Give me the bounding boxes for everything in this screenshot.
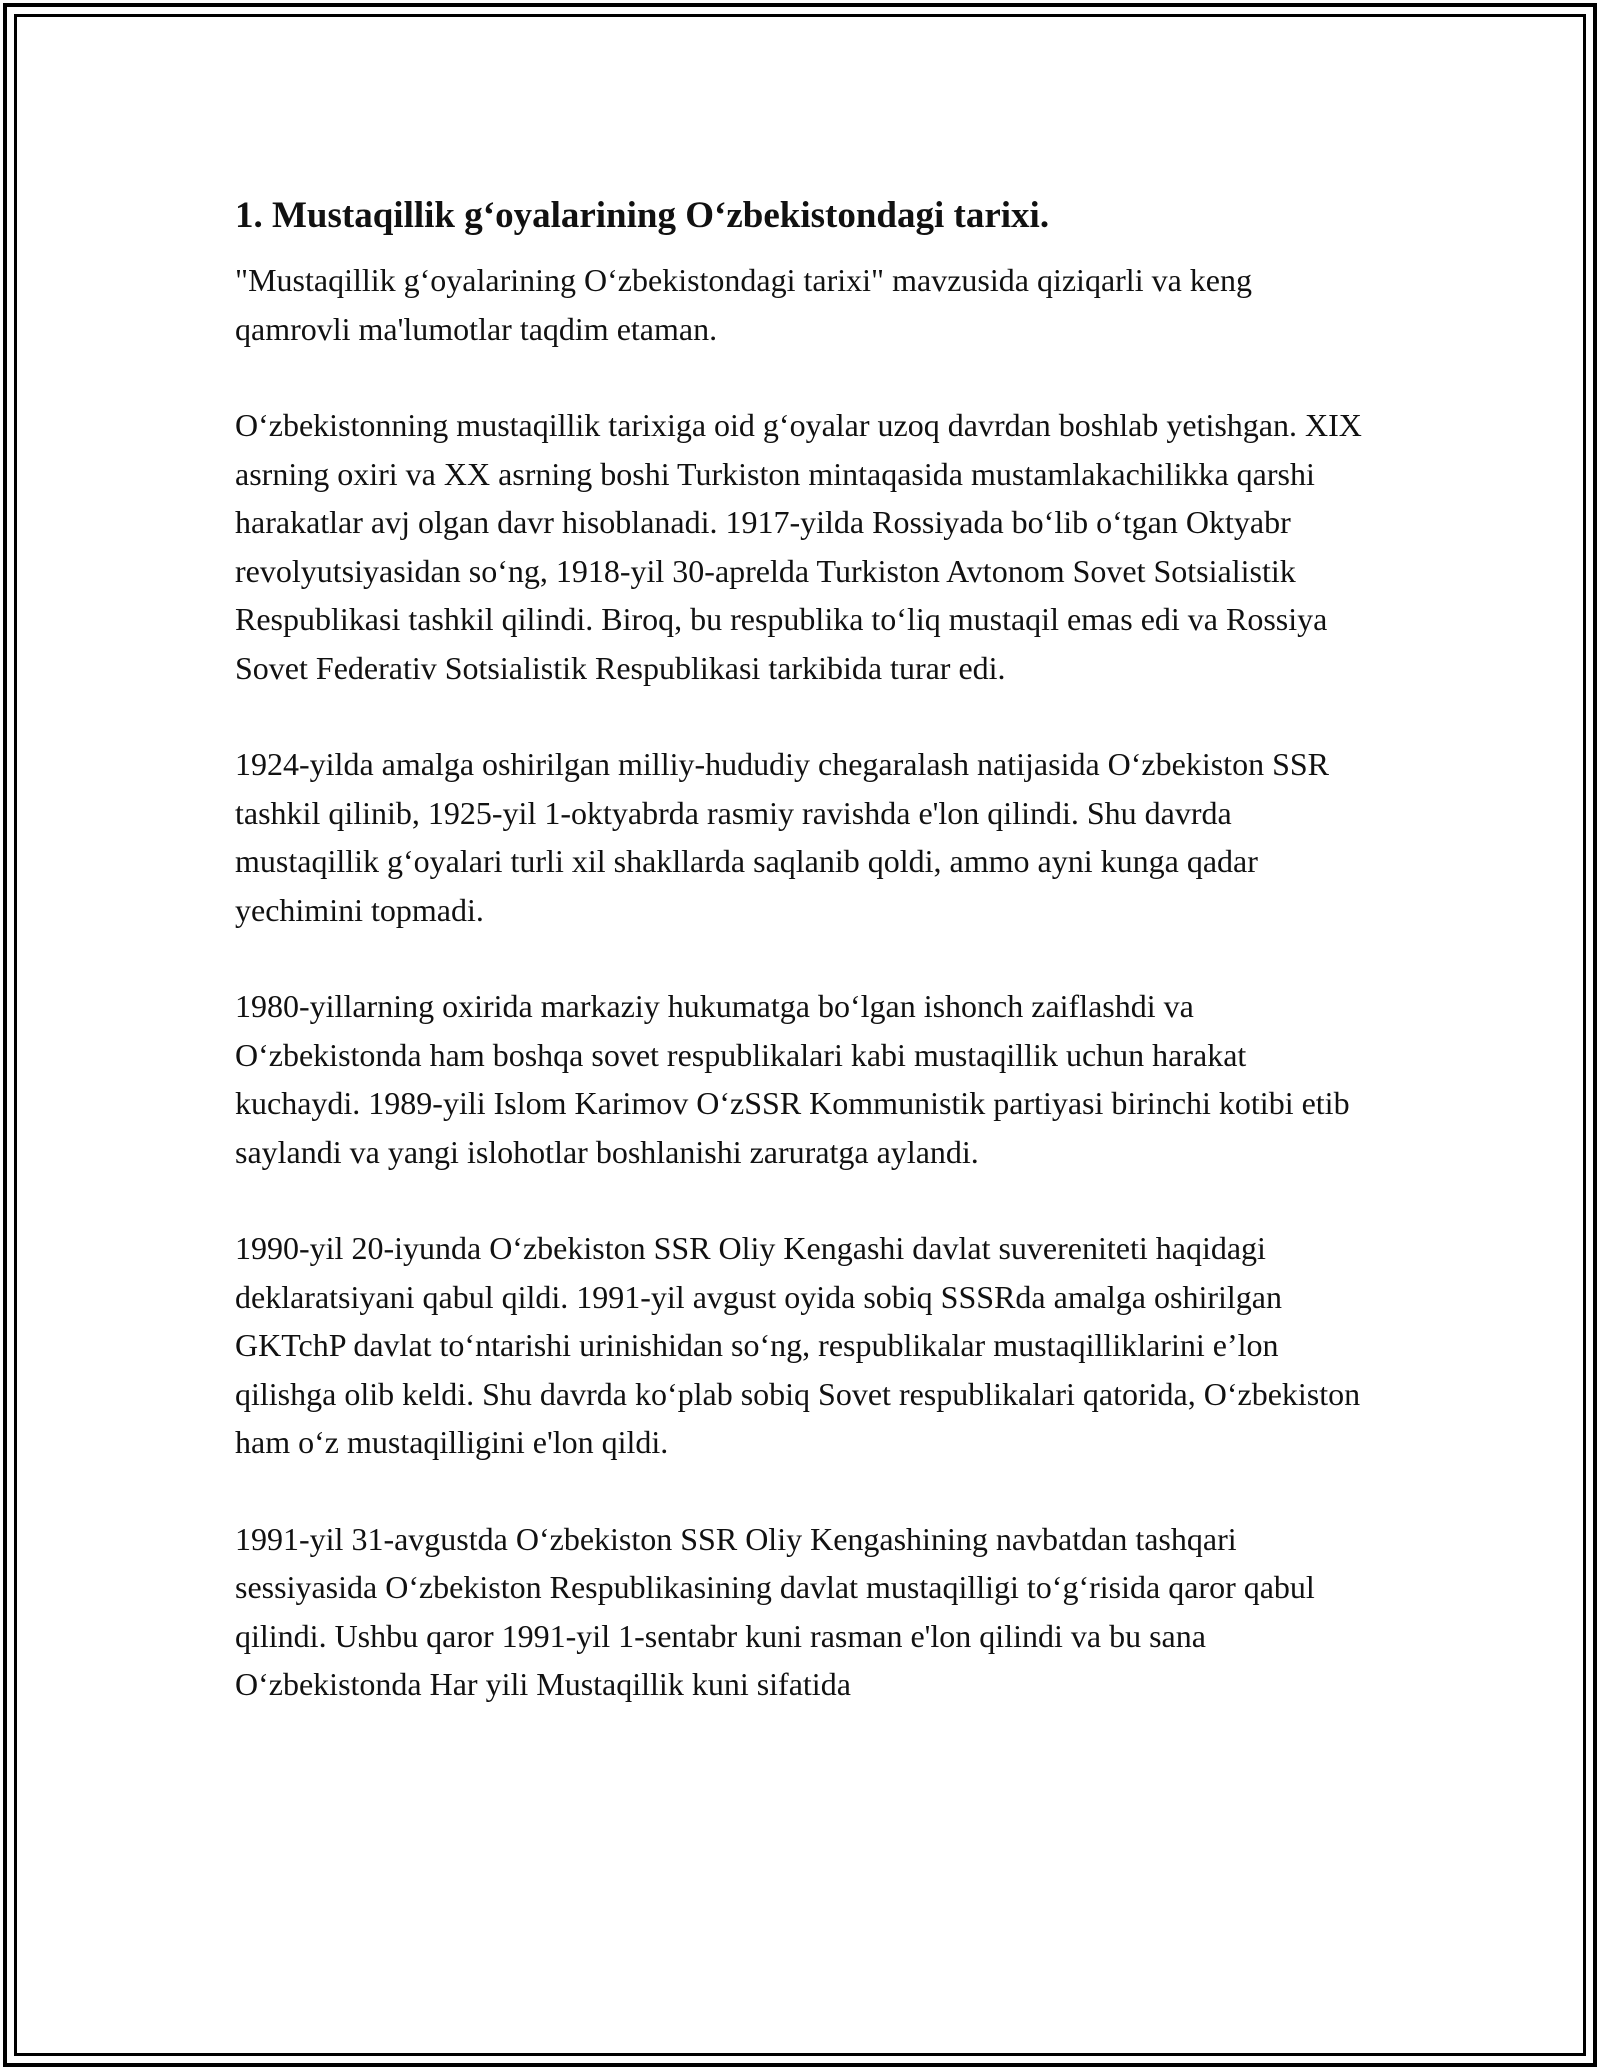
paragraph-early-history: O‘zbekistonning mustaqillik tarixiga oid g‘oyalar uzoq davrdan boshlab yetishgan. XIX asrning oxiri va XX asrning boshi Turkiston mintaqasida mustamlakachilikka qarshi harakatlar avj olgan davr hisoblanadi. 1917-yilda Rossiyada bo‘lib o‘tgan Oktyabr revolyutsiyasidan so‘ng, 1918-yil 30-aprelda Turkiston Avtonom Sovet Sotsialistik Respublikasi tashkil qilindi. Biroq, bu respublika to‘liq mustaqil emas edi va Rossiya Sovet Federativ Sotsialistik Respublikasi tarkibida turar edi. — [235, 407, 1362, 686]
paragraph-uzbek-ssr: 1924-yilda amalga oshirilgan milliy-hududiy chegaralash natijasida O‘zbekiston SSR tashkil qilinib, 1925-yil 1-oktyabrda rasmiy ravishda e'lon qilindi. Shu davrda mustaqillik g‘oyalari turli xil shakllarda saqlanib qoldi, ammo ayni kunga qadar yechimini topmadi. — [235, 746, 1329, 928]
paragraph-sovereignty: 1990-yil 20-iyunda O‘zbekiston SSR Oliy Kengashi davlat suvereniteti haqidagi deklaratsiyani qabul qildi. 1991-yil avgust oyida sobiq SSSRda amalga oshirilgan GKTchP davlat to‘ntarishi urinishidan so‘ng, respublikalar mustaqilliklarini e’lon qilishga olib keldi. Shu davrda ko‘plab sobiq Sovet respublikalari qatorida, O‘zbekiston ham o‘z mustaqilligini e'lon qildi. — [235, 1230, 1361, 1460]
paragraph-1980s: 1980-yillarning oxirida markaziy hukumatga bo‘lgan ishonch zaiflashdi va O‘zbekistonda ham boshqa sovet respublikalari kabi mustaqillik uchun harakat kuchaydi. 1989-yili Islom Karimov O‘zSSR Kommunistik partiyasi birinchi kotibi etib saylandi va yangi islohotlar boshlanishi zaruratga aylandi. — [235, 988, 1350, 1170]
document-body — [235, 186, 1375, 1757]
paragraph-independence: 1991-yil 31-avgustda O‘zbekiston SSR Oliy Kengashining navbatdan tashqari sessiyasida O‘zbekiston Respublikasining davlat mustaqilligi to‘g‘risida qaror qabul qilindi. Ushbu qaror 1991-yil 1-sentabr kuni rasman e'lon qilindi va bu sana O‘zbekistonda Har yili Mustaqillik kuni sifatida — [235, 1520, 1315, 1702]
paragraph-intro: "Mustaqillik g‘oyalarining O‘zbekistondagi tarixi" mavzusida qiziqarli va keng qamrovli ma'lumotlar taqdim etaman. — [235, 262, 1252, 347]
section-heading: 1. Mustaqillik g‘oyalarining O‘zbekistondagi tarixi. — [235, 195, 1050, 236]
